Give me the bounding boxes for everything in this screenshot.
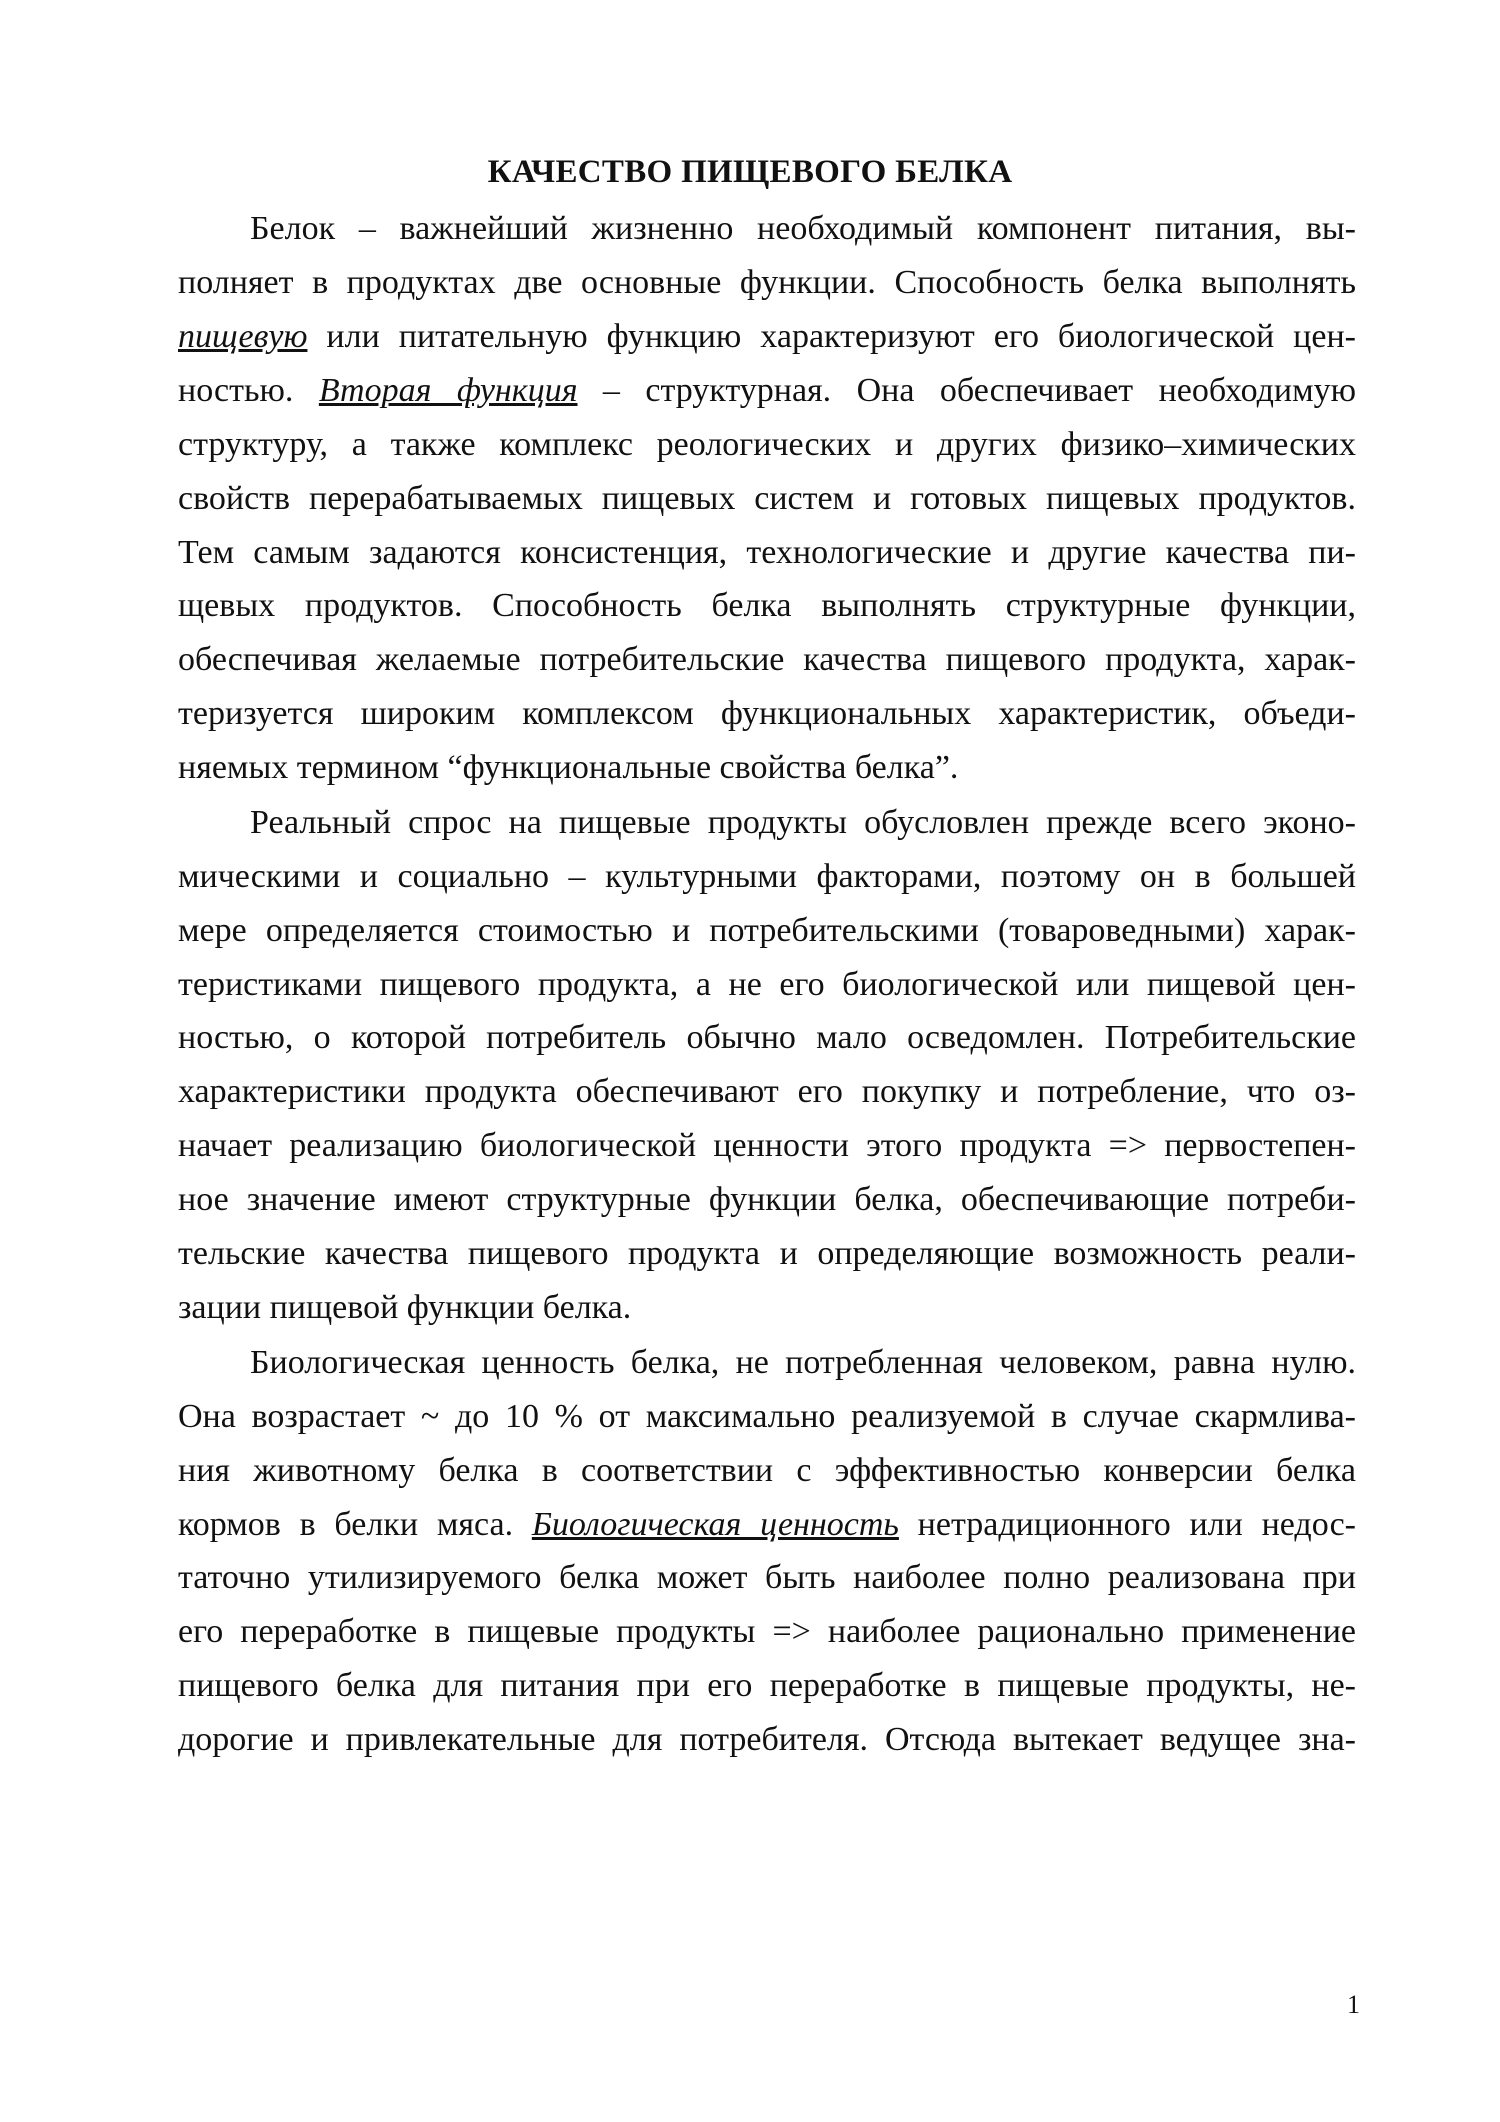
text-line	[178, 1071, 1356, 1113]
text-segment: пищевого белка для питания при его переработке в пищевые продукты, не-	[178, 1667, 1356, 1704]
text-line	[178, 747, 1356, 789]
text-line	[178, 370, 1356, 412]
text-line	[178, 856, 1356, 898]
text-segment: характеристики продукта обеспечивают его покупку и потребление, что оз-	[178, 1073, 1356, 1110]
text-line	[178, 1287, 1356, 1329]
emphasized-term: Вторая функция	[318, 372, 578, 409]
emphasized-term: Биологическая ценность	[531, 1506, 899, 1543]
page-title: КАЧЕСТВО ПИЩЕВОГО БЕЛКА	[487, 154, 1013, 190]
text-segment: дорогие и привлекательные для потребителя. Отсюда вытекает ведущее зна-	[178, 1721, 1356, 1758]
text-line	[178, 532, 1356, 574]
text-segment: мическими и социально – культурными факторами, поэтому он в большей	[178, 858, 1356, 895]
text-line	[178, 693, 1356, 735]
text-segment: или питательную функцию характеризуют его биологической цен-	[307, 318, 1356, 355]
text-line	[178, 1017, 1356, 1059]
text-line	[178, 639, 1356, 681]
text-segment: Белок – важнейший жизненно необходимый компонент питания, вы-	[250, 210, 1356, 247]
text-segment: зации пищевой функции белка.	[178, 1289, 632, 1326]
text-line	[178, 964, 1356, 1006]
text-segment: структуру, а также комплекс реологических и других физико–химических	[178, 426, 1356, 463]
text-segment: обеспечивая желаемые потребительские качества пищевого продукта, харак-	[178, 641, 1356, 678]
text-line	[178, 1611, 1356, 1653]
text-line	[178, 1504, 1356, 1546]
text-segment: мере определяется стоимостью и потребительскими (товароведными) харак-	[178, 912, 1356, 949]
text-line	[178, 1233, 1356, 1275]
text-segment: тельские качества пищевого продукта и определяющие возможность реали-	[178, 1235, 1356, 1272]
text-line	[250, 802, 1356, 844]
text-line	[178, 1665, 1356, 1707]
text-segment: теристиками пищевого продукта, а не его биологической или пищевой цен-	[178, 966, 1356, 1003]
text-line	[178, 910, 1356, 952]
text-segment: нетрадиционного или недос-	[898, 1506, 1356, 1543]
text-line	[178, 316, 1356, 358]
text-segment: полняет в продуктах две основные функции. Способность белка выполнять	[178, 264, 1356, 301]
text-segment: Тем самым задаются консистенция, технологические и другие качества пи-	[178, 534, 1356, 571]
text-line	[178, 1557, 1356, 1599]
emphasized-term: пищевую	[178, 318, 308, 355]
page-number: 1	[1347, 1990, 1360, 2019]
text-segment: кормов в белки мяса.	[178, 1506, 532, 1543]
text-line	[178, 478, 1356, 520]
text-segment: свойств перерабатываемых пищевых систем и готовых пищевых продуктов.	[178, 480, 1356, 517]
text-line	[178, 1719, 1356, 1761]
text-segment: его переработке в пищевые продукты => наиболее рационально применение	[178, 1613, 1356, 1650]
text-line	[178, 1450, 1356, 1492]
text-segment: Биологическая ценность белка, не потребленная человеком, равна нулю.	[250, 1344, 1356, 1381]
text-segment: щевых продуктов. Способность белка выполнять структурные функции,	[178, 587, 1356, 624]
text-line	[178, 1396, 1356, 1438]
text-line	[178, 1125, 1356, 1167]
text-line	[178, 585, 1356, 627]
text-segment: ностью, о которой потребитель обычно мало осведомлен. Потребительские	[178, 1019, 1356, 1056]
text-line	[250, 1342, 1356, 1384]
text-segment: ния животному белка в соответствии с эффективностью конверсии белка	[178, 1452, 1356, 1489]
text-segment: – структурная. Она обеспечивает необходимую	[577, 372, 1356, 409]
text-segment: Она возрастает ~ до 10 % от максимально реализуемой в случае скармлива-	[178, 1398, 1356, 1435]
text-line	[250, 208, 1356, 250]
text-line	[178, 424, 1356, 466]
text-segment: теризуется широким комплексом функциональных характеристик, объеди-	[178, 695, 1356, 732]
text-line	[178, 262, 1356, 304]
text-segment: ностью.	[178, 372, 319, 409]
text-segment: Реальный спрос на пищевые продукты обусловлен прежде всего эконо-	[250, 804, 1356, 841]
text-segment: таточно утилизируемого белка может быть наиболее полно реализована при	[178, 1559, 1356, 1596]
text-segment: ное значение имеют структурные функции белка, обеспечивающие потреби-	[178, 1181, 1356, 1218]
text-segment: начает реализацию биологической ценности этого продукта => первостепен-	[178, 1127, 1356, 1164]
text-line	[178, 1179, 1356, 1221]
text-segment: няемых термином “функциональные свойства белка”.	[178, 749, 959, 786]
